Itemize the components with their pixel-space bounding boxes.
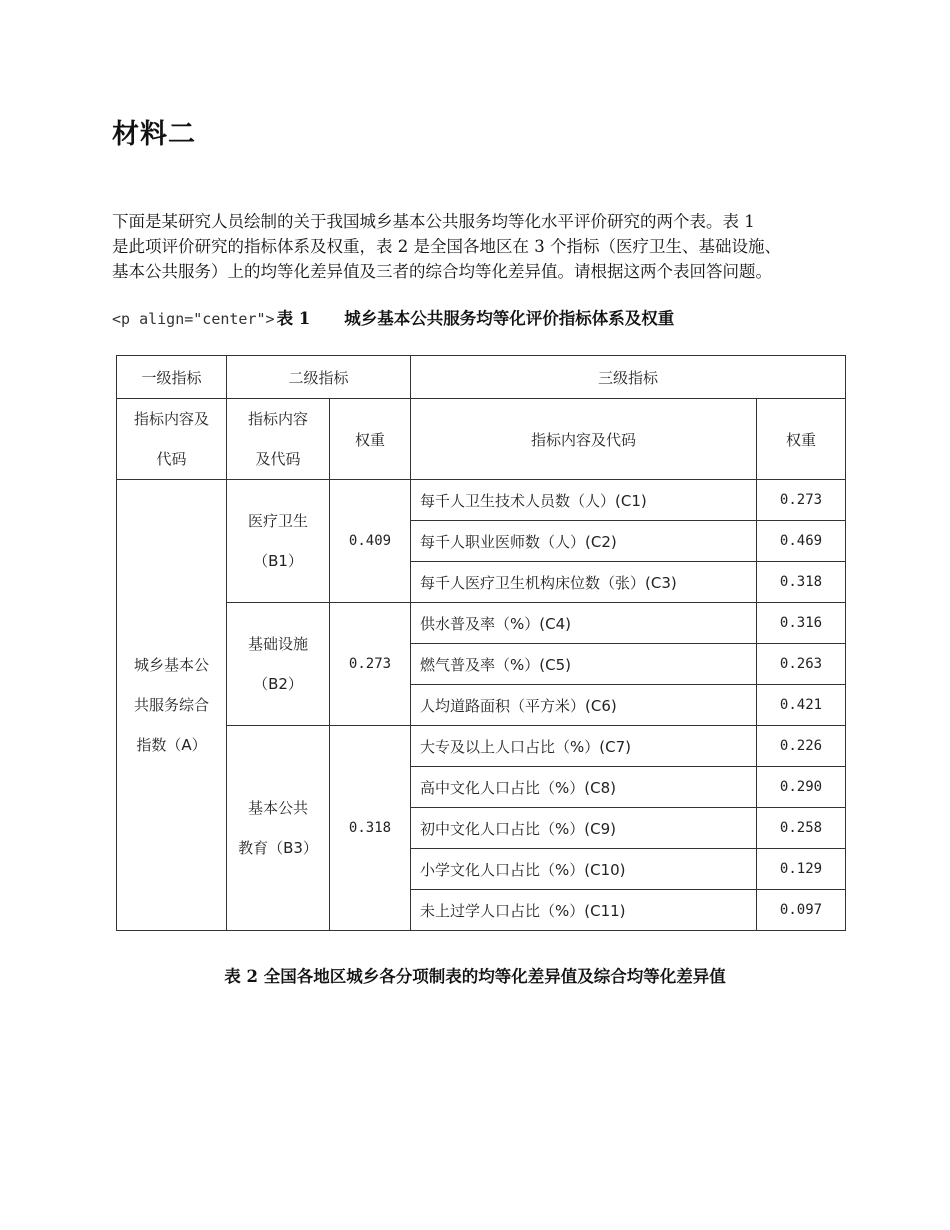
level3-weight: 0.263 (757, 644, 846, 685)
level2-text: 基础设施 (247, 635, 308, 653)
header-l2-weight: 权重 (330, 399, 411, 480)
level2-indicator (227, 726, 330, 931)
table-row (117, 480, 846, 521)
level3-weight: 0.290 (757, 767, 846, 808)
header-level3: 三级指标 (411, 356, 846, 399)
intro-line: 基本公共服务）上的均等化差异值及三者的综合均等化差异值。请根据这两个表回答问题。 (112, 262, 772, 281)
level3-indicator: 小学文化人口占比（%）(C10) (411, 849, 757, 890)
intro-paragraph (112, 209, 857, 284)
level3-indicator: 每千人医疗卫生机构床位数（张）(C3) (411, 562, 757, 603)
caption-raw-markup: <p align="center"> (112, 310, 275, 328)
level1-text: 共服务综合 (133, 696, 209, 714)
level1-text: 指数（A） (136, 736, 207, 754)
level2-text: 医疗卫生 (247, 512, 308, 530)
level1-indicator (117, 480, 227, 931)
level3-weight: 0.316 (757, 603, 846, 644)
level1-text: 城乡基本公 (133, 656, 209, 674)
level2-weight: 0.318 (330, 726, 411, 931)
table-row (117, 726, 846, 767)
header-text: 指标内容 (247, 410, 308, 428)
level2-weight: 0.409 (330, 480, 411, 603)
level3-weight: 0.469 (757, 521, 846, 562)
table-row (117, 603, 846, 644)
level3-weight: 0.258 (757, 808, 846, 849)
header-text: 指标内容及 (133, 410, 209, 428)
level2-text: （B1） (253, 552, 303, 570)
section-heading: 材料二 (112, 119, 196, 150)
level3-indicator: 人均道路面积（平方米）(C6) (411, 685, 757, 726)
level3-indicator: 每千人职业医师数（人）(C2) (411, 521, 757, 562)
level3-weight: 0.226 (757, 726, 846, 767)
level3-indicator: 每千人卫生技术人员数（人）(C1) (411, 480, 757, 521)
table2-caption: 表 2 全国各地区城乡各分项制表的均等化差异值及综合均等化差异值 (224, 967, 726, 986)
level3-indicator: 未上过学人口占比（%）(C11) (411, 890, 757, 931)
table1-title: 城乡基本公共服务均等化评价指标体系及权重 (344, 309, 675, 328)
header-l2-content (227, 399, 330, 480)
level2-text: 基本公共 (247, 799, 308, 817)
level3-weight: 0.318 (757, 562, 846, 603)
level3-weight: 0.273 (757, 480, 846, 521)
table1-caption (112, 305, 674, 329)
header-level1: 一级指标 (117, 356, 227, 399)
header-text: 及代码 (255, 450, 301, 468)
indicator-table (116, 355, 846, 931)
level2-indicator (227, 603, 330, 726)
intro-line: 下面是某研究人员绘制的关于我国城乡基本公共服务均等化水平评价研究的两个表。表 1 (112, 212, 755, 231)
level3-indicator: 供水普及率（%）(C4) (411, 603, 757, 644)
header-l3-content: 指标内容及代码 (411, 399, 757, 480)
table-header-row (117, 356, 846, 399)
level3-indicator: 初中文化人口占比（%）(C9) (411, 808, 757, 849)
table1-label: 表 1 (276, 309, 311, 328)
header-l1-content (117, 399, 227, 480)
level3-weight: 0.097 (757, 890, 846, 931)
level3-indicator: 大专及以上人口占比（%）(C7) (411, 726, 757, 767)
level3-indicator: 燃气普及率（%）(C5) (411, 644, 757, 685)
level2-text: 教育（B3） (238, 839, 318, 857)
level2-text: （B2） (253, 675, 303, 693)
level2-weight: 0.273 (330, 603, 411, 726)
table-subheader-row (117, 399, 846, 480)
header-l3-weight: 权重 (757, 399, 846, 480)
header-text: 代码 (156, 450, 187, 468)
level3-weight: 0.129 (757, 849, 846, 890)
intro-line: 是此项评价研究的指标体系及权重，表 2 是全国各地区在 3 个指标（医疗卫生、基础设施、 (112, 237, 781, 256)
level2-indicator (227, 480, 330, 603)
level3-weight: 0.421 (757, 685, 846, 726)
header-level2: 二级指标 (227, 356, 411, 399)
level3-indicator: 高中文化人口占比（%）(C8) (411, 767, 757, 808)
